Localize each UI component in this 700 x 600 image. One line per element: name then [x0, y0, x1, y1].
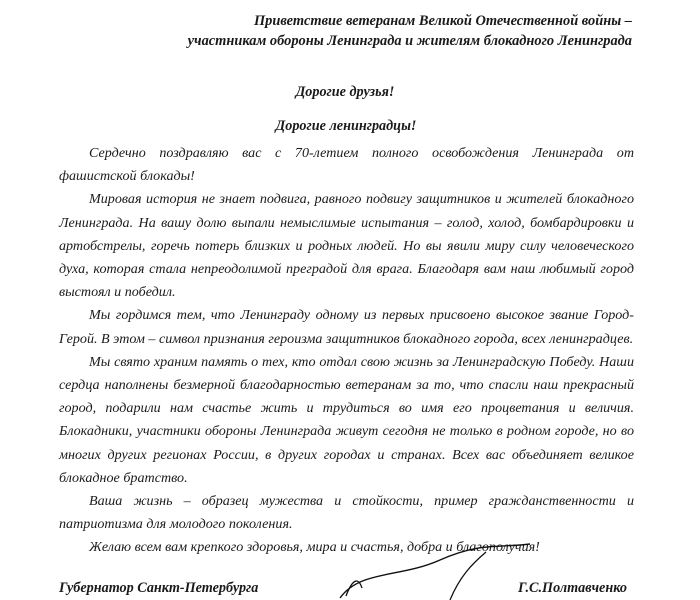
- salutation-friends: Дорогие друзья!: [295, 84, 395, 100]
- paragraph-5: Ваша жизнь – образец мужества и стойкости, пример гражданственности и патриотизма для молодого поколения.: [59, 493, 634, 533]
- addressee-line-2: участникам обороны Ленинграда и жителям блокадного Ленинграда: [187, 33, 632, 49]
- signatory-name: Г.С.Полтавченко: [518, 580, 627, 596]
- signatory-title: Губернатор Санкт-Петербурга: [59, 580, 259, 596]
- paragraph-1: Сердечно поздравляю вас с 70-летием полного освобождения Ленинграда от фашистской блокады!: [59, 145, 634, 185]
- handwritten-signature: [300, 540, 540, 600]
- addressee-line-1: Приветствие ветеранам Великой Отечественной войны –: [253, 13, 632, 29]
- paragraph-2: Мировая история не знает подвига, равного подвигу защитников и жителей блокадного Ленинграда. На вашу долю выпали немыслимые испытания – голод, холод, бомбардировки и артобстрелы, горечь потерь близких и родных людей. Но вы явили миру силу человеческого духа, которая стала непреодолимой преградой для врага. Благодаря вам наш любимый город выстоял и победил.: [59, 191, 634, 301]
- paragraph-3: Мы гордимся тем, что Ленинграду одному из первых присвоено высокое звание Город-Герой. В этом – символ признания героизма защитников блокадного города, всех ленинградцев.: [59, 307, 634, 347]
- paragraph-4: Мы свято храним память о тех, кто отдал свою жизнь за Ленинградскую Победу. Наши сердца наполнены безмерной благодарностью ветеранам за то, что спасли наш прекрасный город, подарили нам счастье жить и трудиться во имя его процветания и величия. Блокадники, участники обороны Ленинграда живут сегодня не только в родном городе, но во многих других регионах России, в других городах и странах. Всех вас объединяет великое блокадное братство.: [59, 353, 634, 486]
- paragraph-6: Желаю всем вам крепкого здоровья, мира и счастья, добра и благополучия!: [89, 539, 540, 556]
- salutation-leningraders: Дорогие ленинградцы!: [275, 118, 417, 134]
